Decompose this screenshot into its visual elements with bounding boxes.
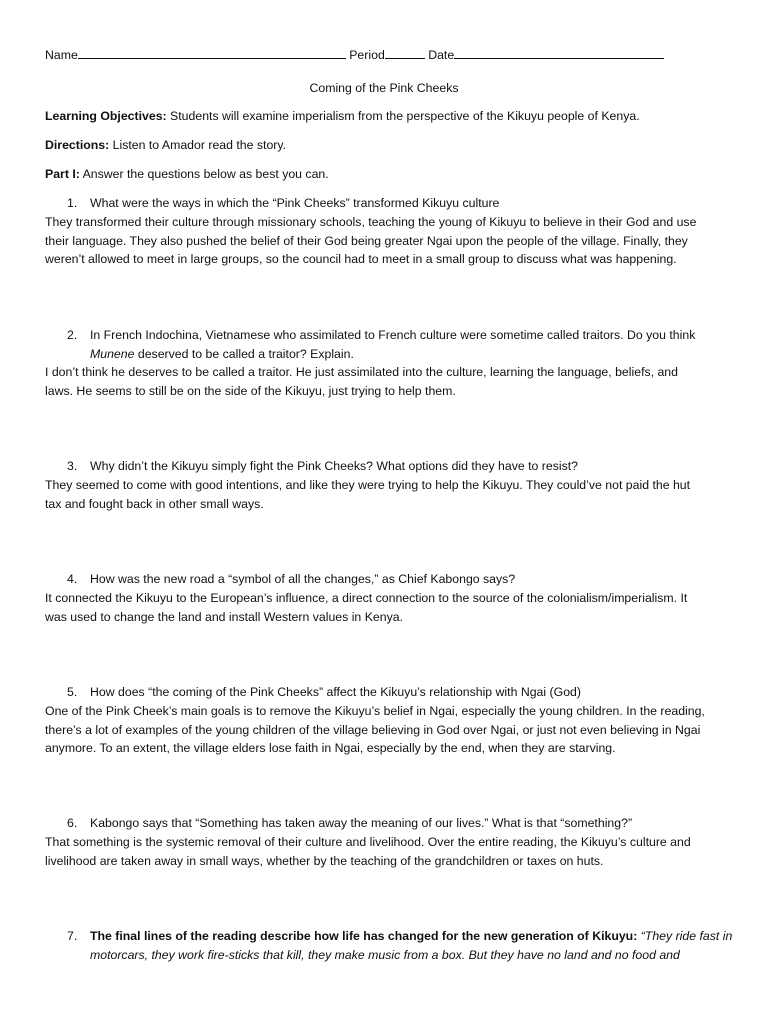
answer-line: I don’t think he deserves to be called a traitor. He just assimilated into the culture, learning the language, beliefs, and xyxy=(45,365,678,379)
answer-3 xyxy=(45,476,735,513)
answer-1 xyxy=(45,213,735,269)
answer-6 xyxy=(45,833,735,870)
question-text-line2: Munene deserved to be called a traitor? Explain. xyxy=(90,346,354,361)
answer-line: One of the Pink Cheek’s main goals is to remove the Kikuyu’s belief in Ngai, especially the young children. In the reading, xyxy=(45,704,705,718)
objectives-label: Learning Objectives: xyxy=(45,109,167,123)
answer-line: livelihood are taken away in small ways, whether by the teaching of the grandchildren or taxes on huts. xyxy=(45,853,604,868)
italic-name: Munene xyxy=(90,346,135,361)
period-label: Period xyxy=(349,48,385,62)
question-text: How was the new road a “symbol of all the changes,” as Chief Kabongo says? xyxy=(90,572,516,586)
date-blank[interactable] xyxy=(454,47,664,59)
question-text-line2: motorcars, they work fire-sticks that kill, they make music from a box. But they have no land and no food and xyxy=(90,947,680,962)
answer-line: It connected the Kikuyu to the European’s influence, a direct connection to the source of the colonialism/imperialism. It xyxy=(45,591,688,605)
question-number: 1. xyxy=(67,196,78,210)
question-7 xyxy=(45,927,735,964)
directions-text: Listen to Amador read the story. xyxy=(109,138,287,152)
question-number: 4. xyxy=(67,572,78,586)
question-text: The final lines of the reading describe how life has changed for the new generation of Kikuyu: “They ride fast in xyxy=(90,929,733,943)
question-text: How does “the coming of the Pink Cheeks” affect the Kikuyu’s relationship with Ngai (God) xyxy=(90,685,581,699)
answer-2 xyxy=(45,363,735,400)
part-one-instructions xyxy=(45,165,735,184)
question-3 xyxy=(45,457,735,476)
date-label: Date xyxy=(428,48,455,62)
answer-4 xyxy=(45,589,735,626)
answer-line: their language. They also pushed the belief of their God being greater Ngai upon the people of the village. Finally, they xyxy=(45,233,688,248)
question-number: 5. xyxy=(67,685,78,699)
part-one-label: Part I: xyxy=(45,167,80,181)
header-line xyxy=(45,46,664,65)
answer-line: was used to change the land and install Western values in Kenya. xyxy=(45,609,403,624)
question-number: 2. xyxy=(67,328,78,342)
objectives-text: Students will examine imperialism from the perspective of the Kikuyu people of Kenya. xyxy=(166,109,640,123)
part-one-text: Answer the questions below as best you can. xyxy=(79,167,329,181)
answer-line: They seemed to come with good intentions, and like they were trying to help the Kikuyu. They could’ve not paid the hut xyxy=(45,478,691,492)
name-blank[interactable] xyxy=(78,47,346,59)
directions-label: Directions: xyxy=(45,138,110,152)
question-1 xyxy=(45,194,735,213)
answer-line: there’s a lot of examples of the young children of the village believing in God over Ngai, or just not even believing in Ngai xyxy=(45,722,701,737)
question-number: 7. xyxy=(67,929,78,943)
name-label: Name xyxy=(45,48,78,62)
page-title: Coming of the Pink Cheeks xyxy=(309,81,459,95)
directions xyxy=(45,136,735,155)
question-number: 6. xyxy=(67,816,78,830)
question-text: In French Indochina, Vietnamese who assimilated to French culture were sometime called traitors. Do you think xyxy=(90,328,696,342)
question-6 xyxy=(45,814,735,833)
answer-line: weren’t allowed to meet in large groups, so the council had to meet in a small group to discuss what was happening. xyxy=(45,252,677,267)
question-text: What were the ways in which the “Pink Cheeks” transformed Kikuyu culture xyxy=(90,196,500,210)
period-blank[interactable] xyxy=(385,47,425,59)
question-number: 3. xyxy=(67,459,78,473)
answer-5 xyxy=(45,702,735,758)
answer-line: laws. He seems to still be on the side of the Kikuyu, just trying to help them. xyxy=(45,383,456,398)
learning-objectives xyxy=(45,107,735,126)
answer-line: That something is the systemic removal of their culture and livelihood. Over the entire reading, the Kikuyu’s culture and xyxy=(45,835,691,849)
question-5 xyxy=(45,683,735,702)
question-4 xyxy=(45,570,735,589)
question-text: Why didn’t the Kikuyu simply fight the Pink Cheeks? What options did they have to resist? xyxy=(90,459,579,473)
question-text: Kabongo says that “Something has taken away the meaning of our lives.” What is that “something?” xyxy=(90,816,633,830)
answer-line: They transformed their culture through missionary schools, teaching the young of Kikuyu to believe in their God and use xyxy=(45,215,697,229)
question-2 xyxy=(45,326,735,363)
answer-line: anymore. To an extent, the village elders lose faith in Ngai, especially by the end, when they are starving. xyxy=(45,741,616,756)
answer-line: tax and fought back in other small ways. xyxy=(45,496,264,511)
